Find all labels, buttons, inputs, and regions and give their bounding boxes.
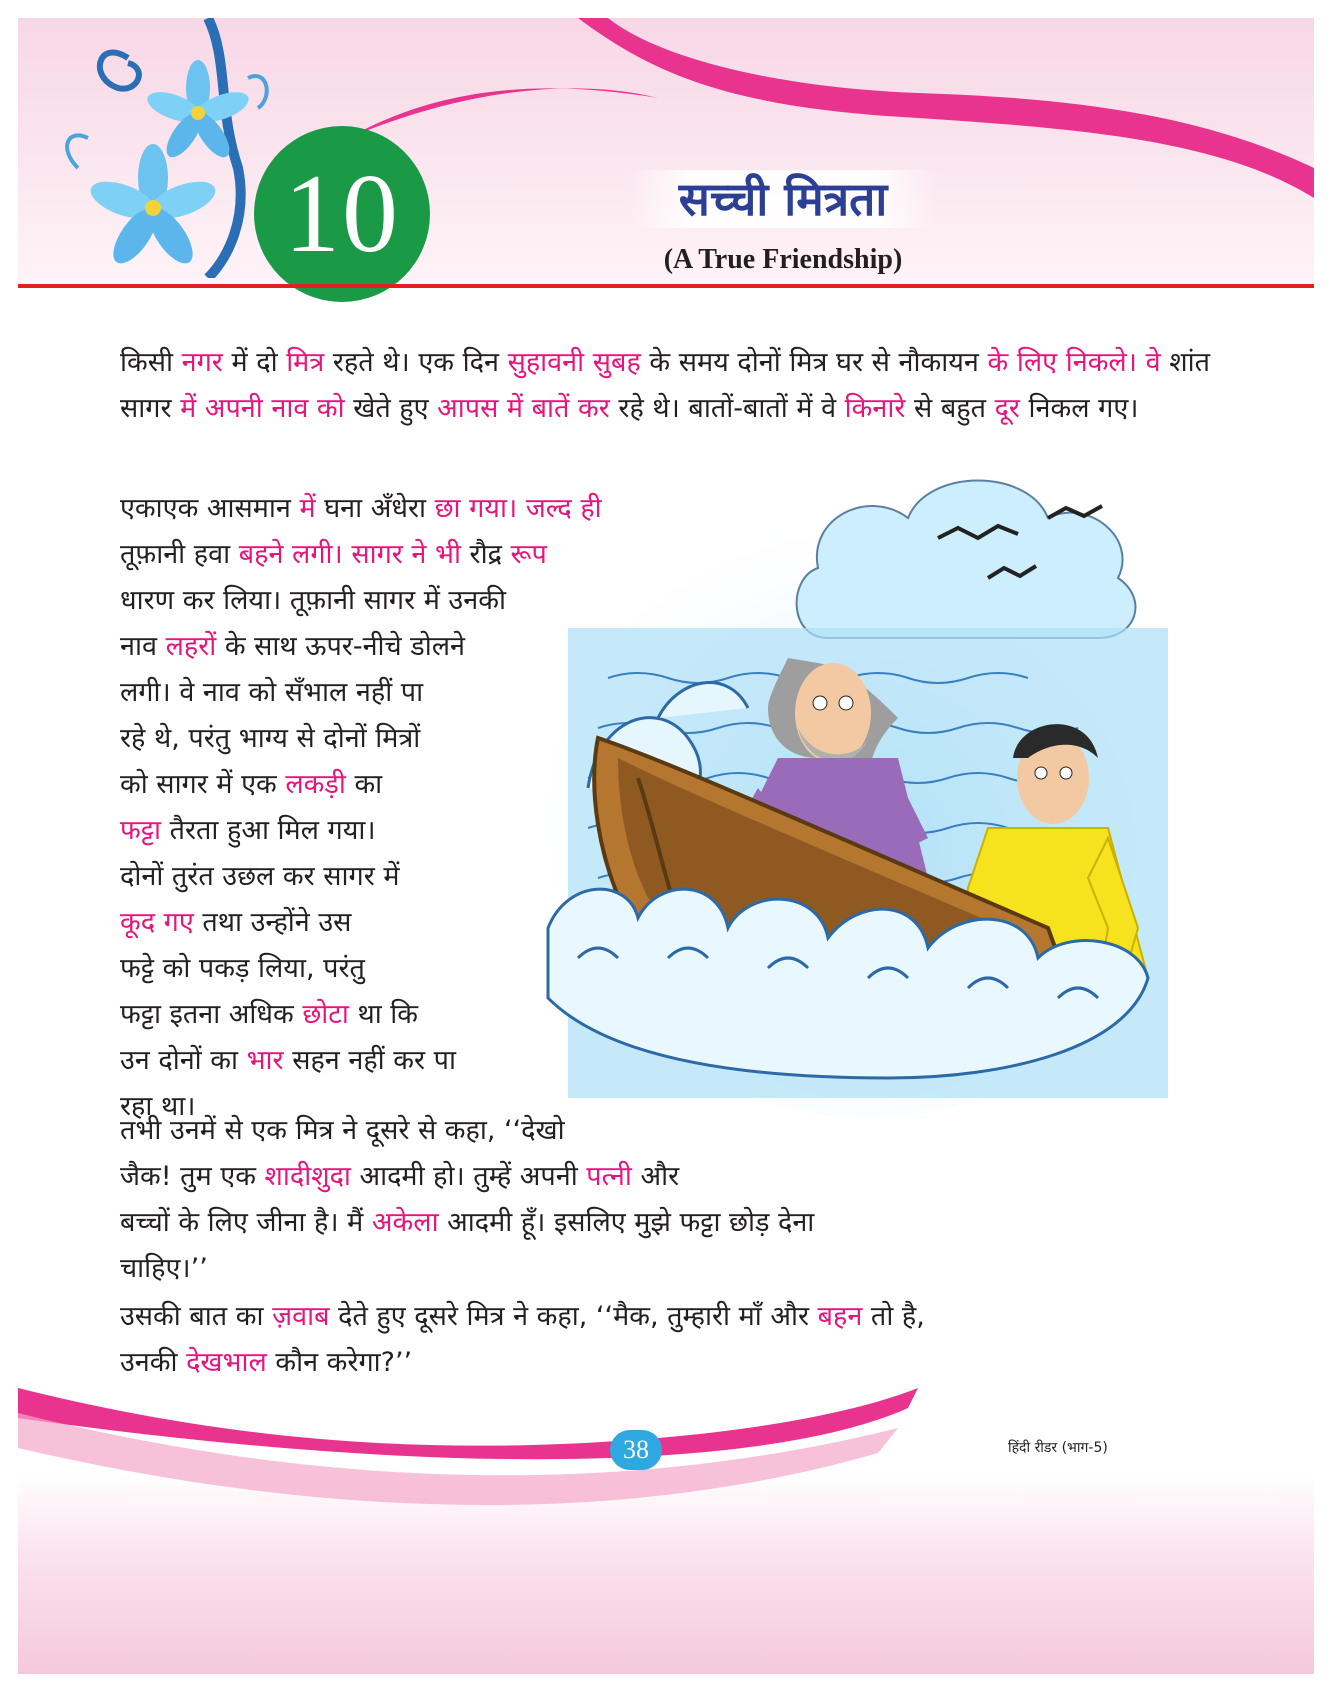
text-segment: तैरता हुआ मिल गया। xyxy=(161,815,376,846)
highlighted-word: लकड़ी xyxy=(285,769,346,800)
text-segment: फट्टे को पकड़ लिया, परंतु xyxy=(120,953,365,984)
page xyxy=(18,18,1314,1674)
boat-storm-illustration xyxy=(488,458,1168,1118)
text-segment: को सागर में एक xyxy=(120,769,286,800)
text-segment: था कि xyxy=(348,999,419,1030)
text-segment: जैक! तुम एक xyxy=(120,1161,265,1192)
text-segment: आदमी हो। तुम्हें अपनी xyxy=(350,1161,587,1192)
chapter-number: 10 xyxy=(284,152,400,276)
text-segment: आदमी हूँ। इसलिए मुझे फट्टा छोड़ देना xyxy=(438,1207,815,1238)
highlighted-word: दूर xyxy=(994,393,1020,424)
chapter-title-hindi: सच्ची मित्रता xyxy=(628,170,938,228)
text-segment: के साथ ऊपर-नीचे डोलने xyxy=(216,631,465,662)
highlighted-word: आपस में बातें कर xyxy=(428,393,610,424)
text-segment: शांत सागर xyxy=(120,347,1210,424)
highlighted-word: के लिए निकले। वे xyxy=(978,347,1170,378)
highlighted-word: सुहावनी सुबह xyxy=(507,347,641,378)
paragraph-1 xyxy=(120,340,1210,432)
text-segment: उनकी xyxy=(120,1347,187,1378)
text-line xyxy=(120,1154,1210,1200)
text-segment: और xyxy=(631,1161,680,1192)
text-segment: से बहुत xyxy=(905,393,995,424)
text-line xyxy=(120,1246,1210,1292)
text-line xyxy=(120,347,890,378)
text-segment: रौद्र xyxy=(469,539,502,570)
header-divider xyxy=(18,284,1314,288)
text-segment: निकल गए। xyxy=(1019,393,1139,424)
highlighted-word: कूद गए xyxy=(120,907,194,938)
highlighted-word: बहन xyxy=(817,1301,863,1332)
text-segment: रहते थे। एक दिन xyxy=(324,347,508,378)
text-line xyxy=(120,1200,1210,1246)
chapter-number-badge xyxy=(254,126,430,302)
text-line xyxy=(120,1108,1210,1154)
text-segment: का xyxy=(345,769,383,800)
paragraph-4 xyxy=(120,1294,1210,1386)
highlighted-word: पत्नी xyxy=(586,1161,632,1192)
text-line xyxy=(120,1340,1210,1386)
flower-decoration xyxy=(58,18,278,278)
highlighted-word: में xyxy=(290,493,325,524)
highlighted-word: छा गया। जल्द ही xyxy=(426,493,602,524)
highlighted-word: भार xyxy=(246,1045,284,1076)
highlighted-word: रूप xyxy=(501,539,547,570)
text-segment: धारण कर लिया। तूफ़ानी सागर में उनकी xyxy=(120,585,506,616)
text-segment: के समय दोनों मित्र घर से xyxy=(640,347,890,378)
highlighted-word: ज़वाब xyxy=(272,1301,330,1332)
highlighted-word: में अपनी नाव को xyxy=(171,393,354,424)
paragraph-3 xyxy=(120,1108,1210,1292)
highlighted-word: देखभाल xyxy=(186,1347,267,1378)
text-segment: खेते हुए xyxy=(353,393,429,424)
highlighted-word: फट्टा xyxy=(120,815,162,846)
page-number: 38 xyxy=(610,1430,662,1470)
text-segment: कौन करेगा?’’ xyxy=(266,1347,413,1378)
text-segment: किसी xyxy=(120,347,182,378)
text-segment: लगी। वे नाव को सँभाल नहीं पा xyxy=(120,677,424,708)
text-segment: उसकी बात का xyxy=(120,1301,273,1332)
text-segment: तूफ़ानी हवा xyxy=(120,539,231,570)
text-segment: नाव xyxy=(120,631,166,662)
text-segment: घना अँधेरा xyxy=(324,493,426,524)
book-name: हिंदी रीडर (भाग-5) xyxy=(1008,1440,1108,1456)
highlighted-word: बहने लगी। सागर ने भी xyxy=(230,539,470,570)
text-segment: रहे थे, परंतु भाग्य से दोनों मित्रों xyxy=(120,723,421,754)
text-segment: सहन नहीं कर पा xyxy=(283,1045,456,1076)
text-segment: तथा उन्होंने उस xyxy=(193,907,352,938)
text-segment: रहा था। xyxy=(120,1091,196,1122)
text-segment: चाहिए।’’ xyxy=(120,1253,208,1284)
text-segment: रहे थे। बातों-बातों में वे xyxy=(618,393,845,424)
text-segment: फट्टा इतना अधिक xyxy=(120,999,303,1030)
text-segment: एकाएक आसमान xyxy=(120,493,291,524)
highlighted-word: किनारे xyxy=(844,393,906,424)
highlighted-word: लहरों xyxy=(165,631,217,662)
text-line xyxy=(618,393,1138,424)
text-segment: दोनों तुरंत उछल कर सागर में xyxy=(120,861,400,892)
chapter-title-english: (A True Friendship) xyxy=(663,244,903,275)
highlighted-word: मित्र xyxy=(286,347,325,378)
highlighted-word: अकेला xyxy=(371,1207,439,1238)
highlighted-word: छोटा xyxy=(302,999,349,1030)
text-segment: तभी उनमें से एक मित्र ने दूसरे से कहा, ‘‘देखो xyxy=(120,1115,565,1146)
text-segment: देते हुए दूसरे मित्र ने कहा, ‘‘मैक, तुम्हारी माँ और xyxy=(329,1301,818,1332)
text-segment: में दो xyxy=(222,347,287,378)
highlighted-word: शादीशुदा xyxy=(264,1161,351,1192)
highlighted-word: नगर xyxy=(181,347,223,378)
text-segment: बच्चों के लिए जीना है। मैं xyxy=(120,1207,372,1238)
text-segment: नौकायन xyxy=(898,347,979,378)
text-segment: तो है, xyxy=(862,1301,925,1332)
text-line xyxy=(120,1294,1210,1340)
text-segment: उन दोनों का xyxy=(120,1045,247,1076)
